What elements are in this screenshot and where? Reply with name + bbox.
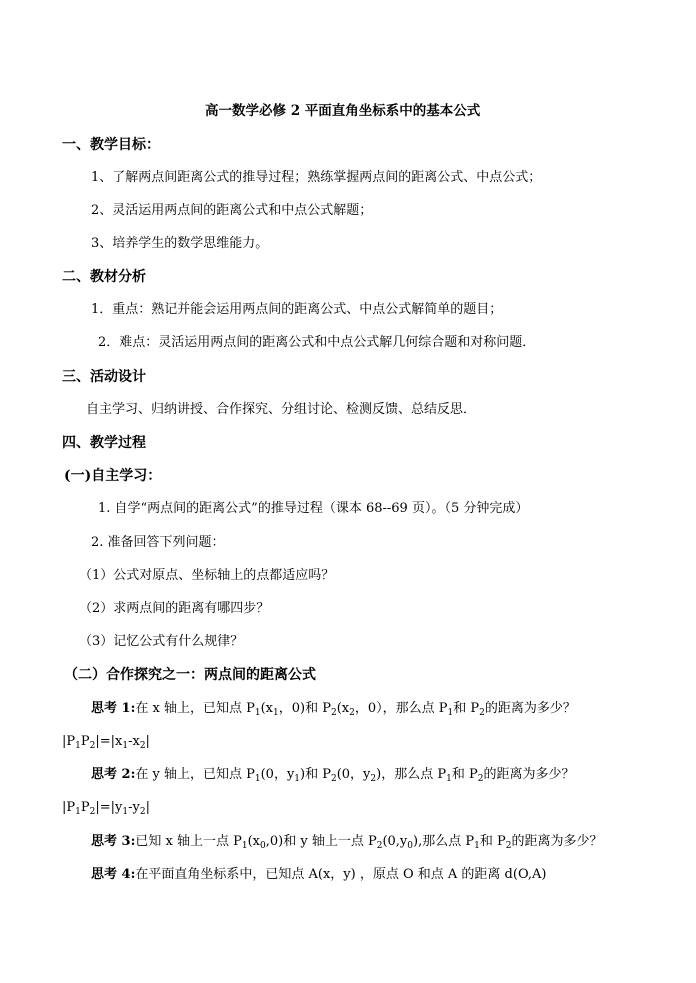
- self-study-item-2: 2. 准备回答下列问题：: [91, 535, 225, 550]
- objective-item-1: 1、了解两点间距离公式的推导过程；熟练掌握两点间的距离公式、中点公式；: [91, 170, 542, 185]
- answer-1: $|P_1P_2|=|x_1-x_2|$: [62, 734, 150, 751]
- section-heading-activity: 三、活动设计: [62, 369, 146, 385]
- think-4: 思考 4:在平面直角坐标系中，已知点 A(x，y) ，原点 O 和点 A 的距离 d(O,A): [91, 867, 547, 882]
- think-1: 思考 1:在 x 轴上，已知点 $P_1(x_1$，0)和 $P_2(x_2$，0），那么点 $P_1$和 $P_2$的距离为多少？: [91, 701, 576, 718]
- think-4-label: 思考 4:: [91, 867, 136, 882]
- section-heading-analysis: 二、教材分析: [62, 269, 146, 285]
- analysis-item-1: 1．重点：熟记并能会运用两点间的距离公式、中点公式解简单的题目；: [91, 302, 503, 317]
- objective-item-2: 2、灵活运用两点间的距离公式和中点公式解题；: [91, 203, 373, 218]
- think-3: 思考 3:已知 x 轴上一点 $P_1(x_0,0)$和 y 轴上一点 $P_2(0,y_0)$,那么点 $P_1$和 $P_2$的距离为多少？: [91, 834, 603, 851]
- section-heading-objectives: 一、教学目标：: [62, 137, 160, 153]
- think-3-label: 思考 3:: [91, 834, 136, 849]
- subsection-heading-cooperative: （二）合作探究之一：两点间的距离公式: [64, 667, 316, 683]
- section-heading-process: 四、教学过程: [62, 435, 146, 451]
- activity-text: 自主学习、归纳讲授、合作探究、分组讨论、检测反馈、总结反思．: [86, 402, 477, 417]
- think-2: 思考 2:在 y 轴上，已知点 $P_1(0$，$y_1$)和 $P_2(0$，$y_2$)，那么点 $P_1$和 $P_2$的距离为多少？: [91, 767, 575, 784]
- think-1-label: 思考 1:: [91, 701, 136, 716]
- think-2-label: 思考 2:: [91, 767, 136, 782]
- question-1: （1）公式对原点、坐标轴上的点都适应吗？: [79, 568, 335, 583]
- answer-2: $|P_1P_2|=|y_1-y_2|$: [62, 800, 150, 817]
- subsection-heading-self-study: (一)自主学习：: [64, 468, 162, 484]
- document-title: 高一数学必修 2 平面直角坐标系中的基本公式: [205, 103, 481, 119]
- objective-item-3: 3、培养学生的数学思维能力。: [91, 236, 269, 251]
- self-study-item-1: 1. 自学“两点间的距离公式”的推导过程（课本 68--69 页）。（5 分钟完成）: [98, 501, 529, 516]
- question-3: （3）记忆公式有什么规律？: [79, 634, 244, 649]
- analysis-item-2: 2．难点：灵活运用两点间的距离公式和中点公式解几何综合题和对称问题．: [98, 335, 536, 350]
- question-2: （2）求两点间的距离有哪四步？: [79, 601, 270, 616]
